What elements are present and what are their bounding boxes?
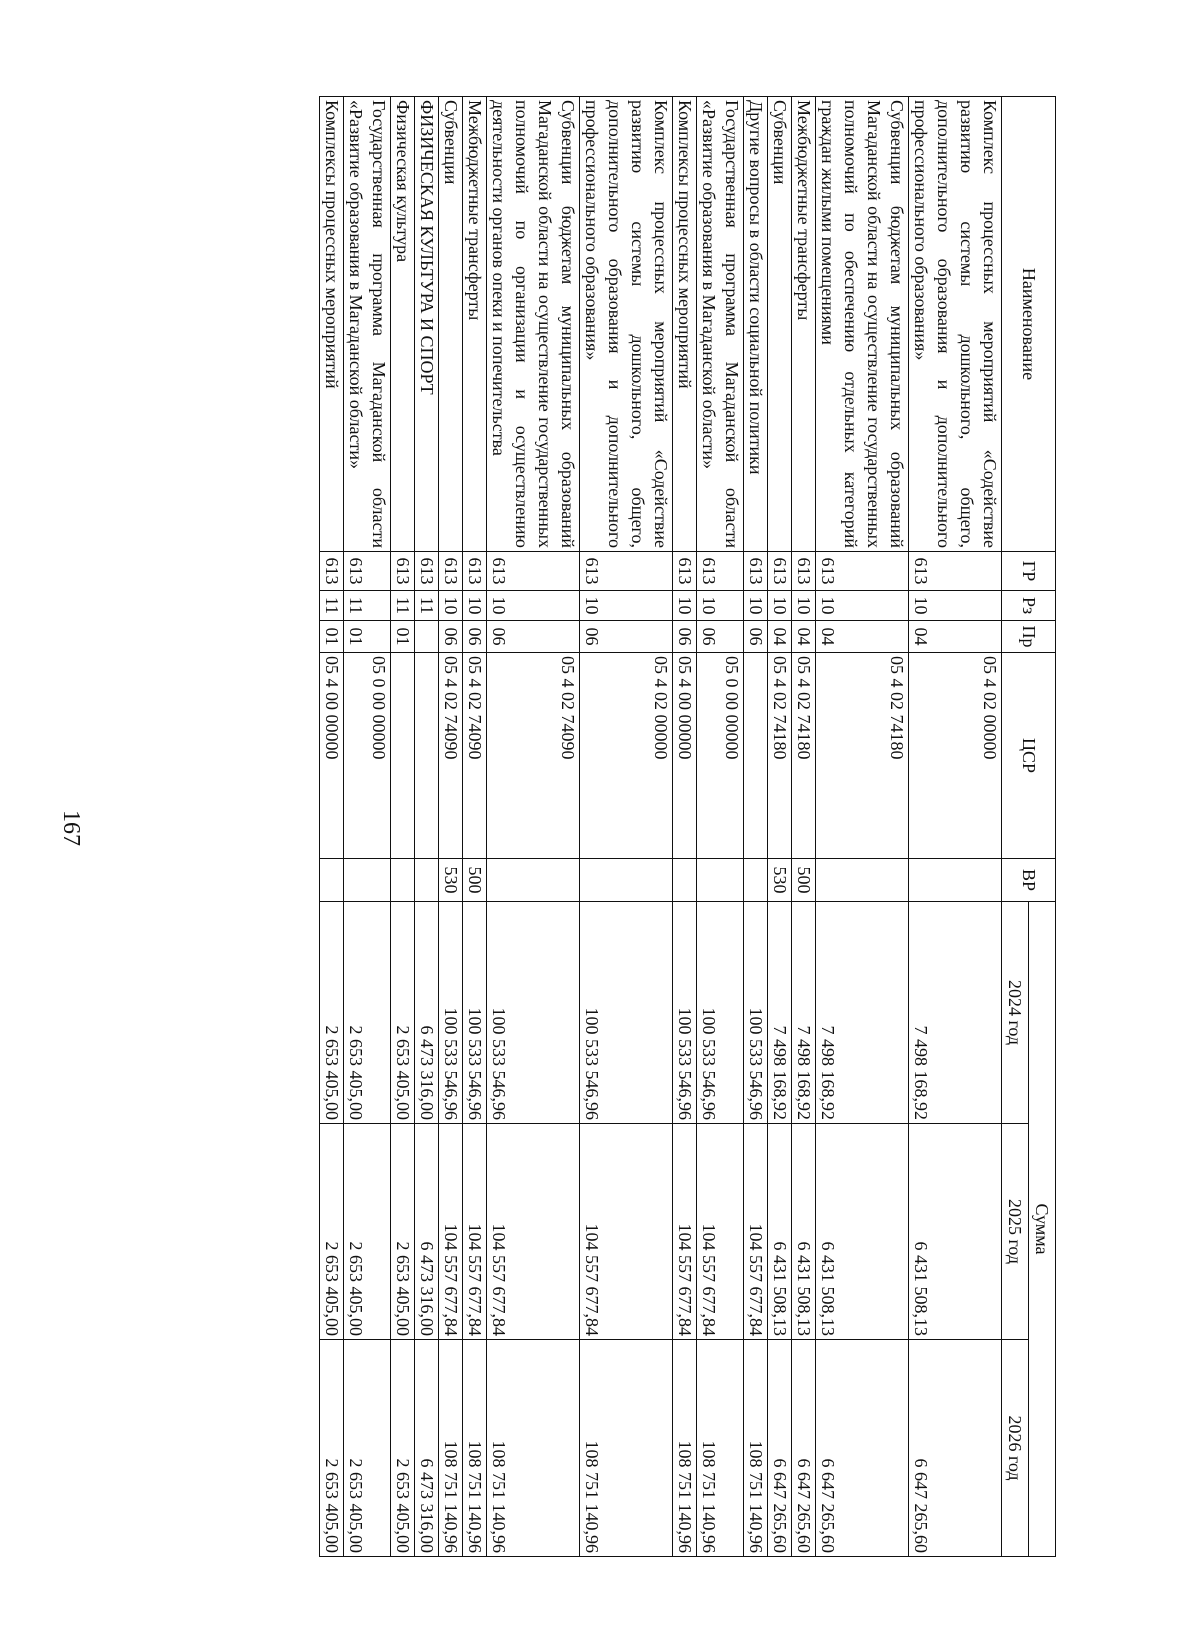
cell-y2024: 100 533 546,96 bbox=[463, 902, 487, 1124]
cell-pr: 06 bbox=[673, 621, 697, 653]
page-number: 167 bbox=[58, 810, 84, 846]
header-csr: ЦСР bbox=[1002, 653, 1056, 859]
cell-gr: 613 bbox=[792, 552, 816, 591]
cell-rz: 10 bbox=[697, 591, 744, 621]
cell-y2026: 108 751 140,96 bbox=[487, 1340, 580, 1557]
cell-gr: 613 bbox=[744, 552, 768, 591]
cell-csr: 05 4 02 74090 bbox=[463, 653, 487, 859]
table-row bbox=[439, 97, 463, 1557]
cell-name: Комплекс процессных мероприятий «Содействие развитию системы дошкольного, общего, дополнительного образования и дополнительного профессионального образования» bbox=[580, 97, 673, 552]
cell-csr bbox=[744, 653, 768, 859]
cell-name: Субвенции бюджетам муниципальных образований Магаданской области на осуществление государственных полномочий по обеспечению отдельных категорий граждан жилыми помещениями bbox=[816, 97, 909, 552]
cell-vr bbox=[744, 859, 768, 902]
header-gr: ГР bbox=[1002, 552, 1056, 591]
header-name: Наименование bbox=[1002, 97, 1056, 552]
table-row bbox=[463, 97, 487, 1557]
cell-pr: 04 bbox=[792, 621, 816, 653]
cell-rz: 10 bbox=[768, 591, 792, 621]
cell-y2024: 100 533 546,96 bbox=[439, 902, 463, 1124]
cell-y2026: 6 647 265,60 bbox=[816, 1340, 909, 1557]
rotated-page-content bbox=[172, 96, 1056, 1556]
table-row bbox=[768, 97, 792, 1557]
cell-name: Межбюджетные трансферты bbox=[792, 97, 816, 552]
cell-csr: 05 4 02 74090 bbox=[487, 653, 580, 859]
table-body bbox=[320, 97, 1002, 1557]
table-row bbox=[697, 97, 744, 1557]
cell-vr bbox=[487, 859, 580, 902]
table-row bbox=[320, 97, 344, 1557]
cell-y2024: 2 653 405,00 bbox=[320, 902, 344, 1124]
cell-pr: 06 bbox=[744, 621, 768, 653]
cell-csr: 05 4 02 00000 bbox=[909, 653, 1002, 859]
cell-name: Другие вопросы в области социальной политики bbox=[744, 97, 768, 552]
cell-pr: 01 bbox=[391, 621, 415, 653]
header-2025: 2025 год bbox=[1002, 1124, 1029, 1340]
cell-csr: 05 4 02 00000 bbox=[580, 653, 673, 859]
cell-vr: 500 bbox=[792, 859, 816, 902]
cell-name: Субвенции бюджетам муниципальных образований Магаданской области на осуществление государственных полномочий по организации и осуществлению деятельности органов опеки и попечительства bbox=[487, 97, 580, 552]
cell-csr: 05 4 02 74180 bbox=[768, 653, 792, 859]
cell-pr: 06 bbox=[487, 621, 580, 653]
header-sum: Сумма bbox=[1029, 902, 1056, 1557]
cell-gr: 613 bbox=[580, 552, 673, 591]
cell-y2025: 104 557 677,84 bbox=[744, 1124, 768, 1340]
cell-y2025: 6 431 508,13 bbox=[816, 1124, 909, 1340]
cell-csr: 05 4 02 74180 bbox=[792, 653, 816, 859]
table-row bbox=[415, 97, 439, 1557]
cell-rz: 10 bbox=[580, 591, 673, 621]
cell-vr bbox=[344, 859, 391, 902]
cell-y2025: 104 557 677,84 bbox=[673, 1124, 697, 1340]
cell-y2025: 6 431 508,13 bbox=[768, 1124, 792, 1340]
cell-y2026: 108 751 140,96 bbox=[673, 1340, 697, 1557]
cell-name: Государственная программа Магаданской области «Развитие образования в Магаданской области» bbox=[697, 97, 744, 552]
cell-gr: 613 bbox=[344, 552, 391, 591]
table-row bbox=[580, 97, 673, 1557]
cell-gr: 613 bbox=[673, 552, 697, 591]
cell-y2025: 6 473 316,00 bbox=[415, 1124, 439, 1340]
header-vr: ВР bbox=[1002, 859, 1056, 902]
cell-name: Межбюджетные трансферты bbox=[463, 97, 487, 552]
cell-y2024: 100 533 546,96 bbox=[697, 902, 744, 1124]
cell-gr: 613 bbox=[697, 552, 744, 591]
cell-y2025: 104 557 677,84 bbox=[697, 1124, 744, 1340]
cell-name: Субвенции bbox=[768, 97, 792, 552]
cell-y2025: 6 431 508,13 bbox=[909, 1124, 1002, 1340]
cell-vr bbox=[320, 859, 344, 902]
cell-rz: 10 bbox=[673, 591, 697, 621]
cell-name: Физическая культура bbox=[391, 97, 415, 552]
cell-pr bbox=[415, 621, 439, 653]
cell-y2026: 108 751 140,96 bbox=[744, 1340, 768, 1557]
header-2026: 2026 год bbox=[1002, 1340, 1029, 1557]
cell-csr bbox=[415, 653, 439, 859]
cell-y2024: 7 498 168,92 bbox=[768, 902, 792, 1124]
cell-y2025: 104 557 677,84 bbox=[463, 1124, 487, 1340]
cell-vr bbox=[816, 859, 909, 902]
cell-y2025: 2 653 405,00 bbox=[344, 1124, 391, 1340]
cell-gr: 613 bbox=[463, 552, 487, 591]
cell-name: Комплексы процессных мероприятий bbox=[673, 97, 697, 552]
table-row bbox=[487, 97, 580, 1557]
cell-csr: 05 4 02 74180 bbox=[816, 653, 909, 859]
table-row bbox=[792, 97, 816, 1557]
cell-gr: 613 bbox=[391, 552, 415, 591]
cell-csr: 05 4 00 00000 bbox=[673, 653, 697, 859]
header-pr: Пр bbox=[1002, 621, 1056, 653]
cell-rz: 10 bbox=[792, 591, 816, 621]
cell-csr: 05 4 02 74090 bbox=[439, 653, 463, 859]
cell-y2024: 2 653 405,00 bbox=[391, 902, 415, 1124]
table-row bbox=[391, 97, 415, 1557]
cell-y2026: 2 653 405,00 bbox=[391, 1340, 415, 1557]
cell-y2025: 104 557 677,84 bbox=[487, 1124, 580, 1340]
cell-gr: 613 bbox=[439, 552, 463, 591]
cell-vr bbox=[391, 859, 415, 902]
cell-y2026: 108 751 140,96 bbox=[580, 1340, 673, 1557]
cell-rz: 10 bbox=[439, 591, 463, 621]
cell-pr: 01 bbox=[320, 621, 344, 653]
cell-gr: 613 bbox=[768, 552, 792, 591]
header-2024: 2024 год bbox=[1002, 902, 1029, 1124]
table-row bbox=[344, 97, 391, 1557]
cell-name: ФИЗИЧЕСКАЯ КУЛЬТУРА И СПОРТ bbox=[415, 97, 439, 552]
cell-y2024: 6 473 316,00 bbox=[415, 902, 439, 1124]
cell-y2024: 7 498 168,92 bbox=[792, 902, 816, 1124]
cell-y2024: 7 498 168,92 bbox=[816, 902, 909, 1124]
cell-y2025: 2 653 405,00 bbox=[320, 1124, 344, 1340]
cell-y2026: 6 647 265,60 bbox=[909, 1340, 1002, 1557]
table-row bbox=[673, 97, 697, 1557]
cell-pr: 01 bbox=[344, 621, 391, 653]
header-rz: Рз bbox=[1002, 591, 1056, 621]
cell-gr: 613 bbox=[415, 552, 439, 591]
cell-pr: 04 bbox=[768, 621, 792, 653]
cell-name: Государственная программа Магаданской области «Развитие образования в Магаданской области» bbox=[344, 97, 391, 552]
cell-vr bbox=[673, 859, 697, 902]
cell-pr: 06 bbox=[697, 621, 744, 653]
cell-rz: 10 bbox=[816, 591, 909, 621]
cell-vr bbox=[909, 859, 1002, 902]
cell-y2026: 6 647 265,60 bbox=[792, 1340, 816, 1557]
cell-csr: 05 0 00 00000 bbox=[697, 653, 744, 859]
cell-rz: 10 bbox=[487, 591, 580, 621]
cell-y2026: 2 653 405,00 bbox=[320, 1340, 344, 1557]
cell-rz: 10 bbox=[463, 591, 487, 621]
table-row bbox=[816, 97, 909, 1557]
cell-vr bbox=[697, 859, 744, 902]
cell-pr: 06 bbox=[463, 621, 487, 653]
cell-csr: 05 0 00 00000 bbox=[344, 653, 391, 859]
cell-y2024: 100 533 546,96 bbox=[673, 902, 697, 1124]
cell-vr: 530 bbox=[439, 859, 463, 902]
cell-name: Субвенции bbox=[439, 97, 463, 552]
cell-pr: 06 bbox=[580, 621, 673, 653]
cell-y2025: 2 653 405,00 bbox=[391, 1124, 415, 1340]
cell-name: Комплексы процессных мероприятий bbox=[320, 97, 344, 552]
cell-vr bbox=[415, 859, 439, 902]
cell-rz: 11 bbox=[391, 591, 415, 621]
cell-y2024: 100 533 546,96 bbox=[487, 902, 580, 1124]
cell-csr bbox=[391, 653, 415, 859]
budget-table bbox=[319, 96, 1056, 1557]
table-row bbox=[744, 97, 768, 1557]
cell-name: Комплекс процессных мероприятий «Содействие развитию системы дошкольного, общего, дополнительного образования и дополнительного профессионального образования» bbox=[909, 97, 1002, 552]
cell-y2025: 104 557 677,84 bbox=[439, 1124, 463, 1340]
cell-gr: 613 bbox=[909, 552, 1002, 591]
cell-gr: 613 bbox=[487, 552, 580, 591]
cell-y2024: 7 498 168,92 bbox=[909, 902, 1002, 1124]
table-row bbox=[909, 97, 1002, 1557]
cell-pr: 06 bbox=[439, 621, 463, 653]
cell-y2026: 108 751 140,96 bbox=[697, 1340, 744, 1557]
cell-vr: 500 bbox=[463, 859, 487, 902]
cell-y2026: 6 473 316,00 bbox=[415, 1340, 439, 1557]
cell-pr: 04 bbox=[909, 621, 1002, 653]
cell-rz: 11 bbox=[344, 591, 391, 621]
cell-rz: 10 bbox=[744, 591, 768, 621]
cell-y2026: 108 751 140,96 bbox=[439, 1340, 463, 1557]
cell-y2024: 2 653 405,00 bbox=[344, 902, 391, 1124]
cell-pr: 04 bbox=[816, 621, 909, 653]
cell-y2026: 6 647 265,60 bbox=[768, 1340, 792, 1557]
cell-rz: 11 bbox=[320, 591, 344, 621]
cell-y2026: 2 653 405,00 bbox=[344, 1340, 391, 1557]
cell-y2025: 104 557 677,84 bbox=[580, 1124, 673, 1340]
cell-y2025: 6 431 508,13 bbox=[792, 1124, 816, 1340]
table-header bbox=[1002, 97, 1056, 1557]
cell-gr: 613 bbox=[816, 552, 909, 591]
cell-y2024: 100 533 546,96 bbox=[744, 902, 768, 1124]
cell-y2026: 108 751 140,96 bbox=[463, 1340, 487, 1557]
cell-gr: 613 bbox=[320, 552, 344, 591]
cell-rz: 11 bbox=[415, 591, 439, 621]
cell-vr: 530 bbox=[768, 859, 792, 902]
cell-y2024: 100 533 546,96 bbox=[580, 902, 673, 1124]
cell-rz: 10 bbox=[909, 591, 1002, 621]
cell-vr bbox=[580, 859, 673, 902]
cell-csr: 05 4 00 00000 bbox=[320, 653, 344, 859]
